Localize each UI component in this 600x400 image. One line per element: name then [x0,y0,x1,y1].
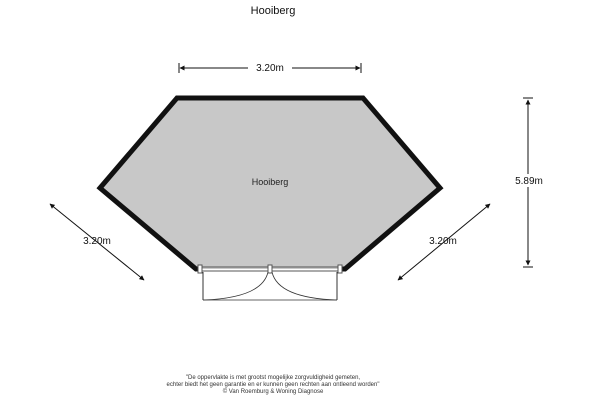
dimension-bottom-right-label: 3.20m [429,236,457,247]
dimension-top-label: 3.20m [256,63,284,74]
dimension-right [508,98,550,267]
disclaimer-line-2: echter biedt het geen garantie en er kunnen geen rechten aan ontleend worden" [166,382,380,388]
disclaimer-line-1: "De oppervlakte is met grootst mogelijke zorgvuldigheid gemeten, [185,375,361,381]
disclaimer-line-3: © Van Roemburg & Woning Diagnose [222,389,324,395]
dimension-top [179,61,361,74]
dimension-right-label: 5.89m [515,176,543,187]
dimension-bottom-right [398,204,490,280]
room-label: Hooiberg [251,177,289,187]
dimension-bottom-left-label: 3.20m [83,236,111,247]
disclaimer [0,375,546,396]
page-title: Hooiberg [250,5,296,17]
double-door [203,272,337,300]
